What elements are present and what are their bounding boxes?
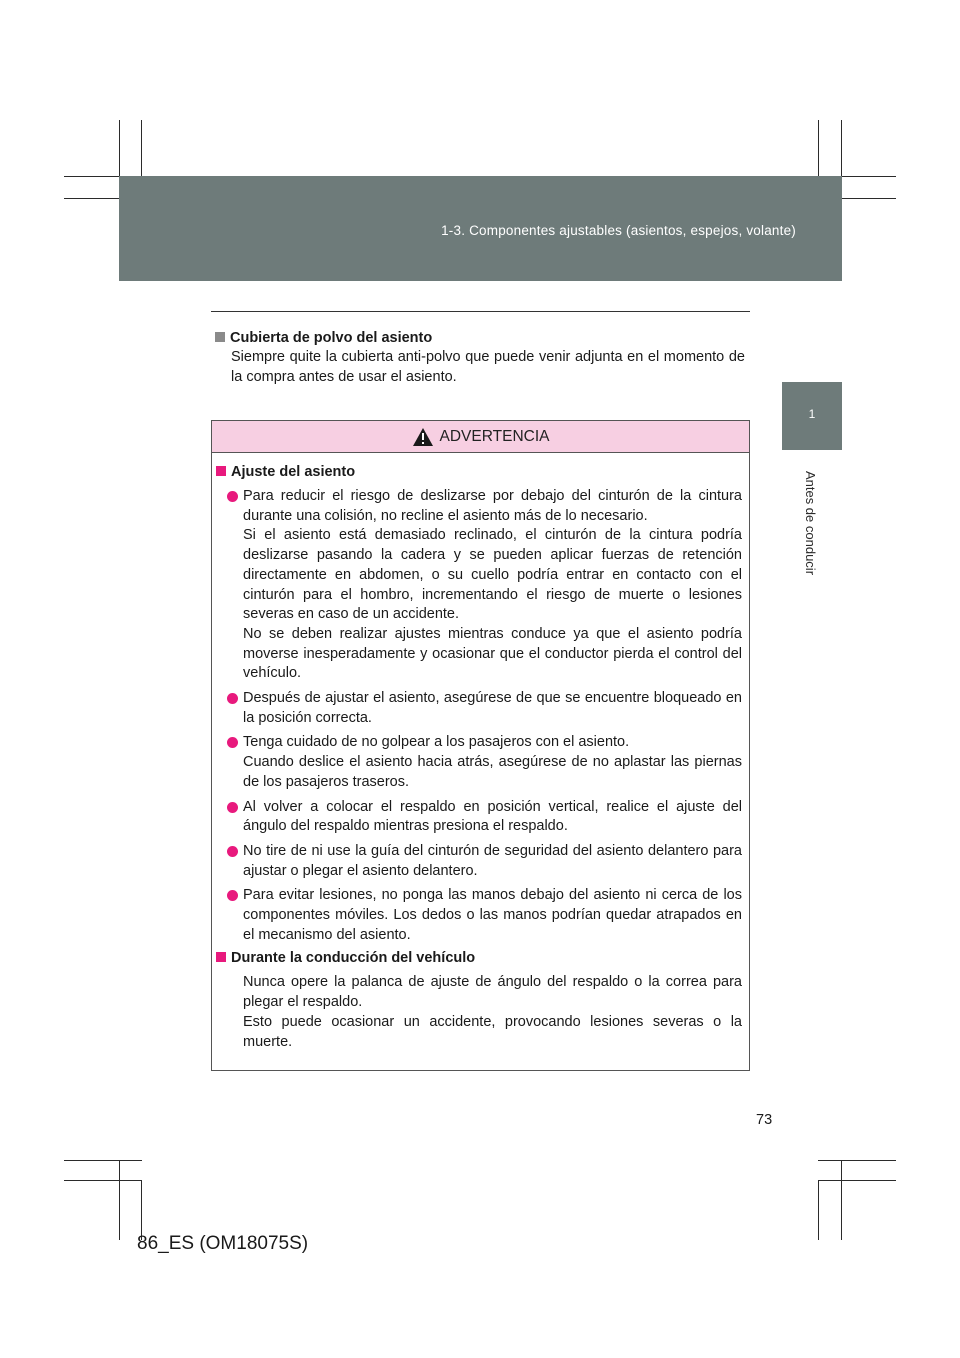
warning-section-text (216, 973, 742, 1052)
round-bullet-icon (227, 802, 238, 813)
warning-section-title: Ajuste del asiento (216, 464, 742, 480)
crop-mark (841, 1160, 842, 1240)
warning-item-text: Después de ajustar el asiento, asegúrese de que se encuentre bloqueado en la posición correcta. (243, 690, 742, 726)
warning-item-text: Cuando deslice el asiento hacia atrás, asegúrese de no aplastar las piernas de los pasajeros traseros. (243, 754, 742, 790)
round-bullet-icon (227, 693, 238, 704)
warning-item-text: No se deben realizar ajustes mientras conduce ya que el asiento podría moverse inesperadamente y ocasionar que el conductor pierda el control del vehículo. (243, 625, 742, 682)
warning-item-text: No tire de ni use la guía del cinturón de seguridad del asiento delantero para ajustar o plegar el asiento delantero. (243, 842, 742, 879)
square-bullet-icon (215, 332, 225, 342)
section-divider (211, 311, 750, 312)
warning-item-text: Si el asiento está demasiado reclinado, el cinturón de la cintura podría deslizarse pasando la cadera y se pueden aplicar fuerzas de retención directamente en abdomen, o su cuello podría entrar en contacto con el cinturón para el hombro, incrementando el riesgo de muerte o lesiones severas en caso de un accidente. (243, 527, 742, 623)
warning-item-text: Tenga cuidado de no golpear a los pasajeros con el asiento. (243, 734, 630, 751)
chapter-label: Antes de conducir (803, 470, 818, 576)
warning-text-line: Esto puede ocasionar un accidente, provocando lesiones severas o la muerte. (243, 1013, 742, 1050)
crop-mark (119, 1160, 120, 1240)
square-bullet-icon (216, 466, 226, 476)
intro-section (215, 330, 745, 387)
warning-header (212, 421, 749, 453)
crop-mark (818, 1160, 896, 1161)
warning-item (216, 842, 742, 881)
section-title: 1-3. Componentes ajustables (asientos, espejos, volante) (441, 223, 796, 238)
header-band (119, 176, 842, 281)
page-number: 73 (756, 1112, 773, 1128)
warning-section-title: Durante la conducción del vehículo (216, 950, 742, 966)
warning-item-text: Al volver a colocar el respaldo en posición vertical, realice el ajuste del ángulo del respaldo mientras presiona el respaldo. (243, 798, 742, 835)
chapter-number: 1 (808, 407, 816, 421)
warning-body (212, 453, 749, 1052)
warning-item (216, 798, 742, 837)
chapter-tab[interactable] (782, 382, 842, 450)
document-code: 86_ES (OM18075S) (137, 1233, 309, 1254)
warning-item-text: Para reducir el riesgo de deslizarse por debajo del cinturón de la cintura durante una colisión, no recline el asiento más de lo necesario. (243, 488, 742, 524)
crop-mark (64, 1160, 142, 1161)
warning-triangle-icon (412, 427, 434, 447)
square-bullet-icon (216, 952, 226, 962)
warning-item (216, 733, 742, 792)
warning-heading: ADVERTENCIA (439, 427, 550, 445)
intro-title: Cubierta de polvo del asiento (215, 330, 745, 346)
intro-text: Siempre quite la cubierta anti-polvo que puede venir adjunta en el momento de la compra antes de usar el asiento. (231, 349, 745, 385)
warning-item (216, 886, 742, 945)
crop-mark (64, 1180, 142, 1181)
crop-mark (818, 1180, 896, 1181)
warning-box (211, 420, 750, 1071)
round-bullet-icon (227, 737, 238, 748)
warning-text-line: Nunca opere la palanca de ajuste de ángulo del respaldo o la correa para plegar el respaldo. (243, 974, 742, 1011)
warning-item-text: Para evitar lesiones, no ponga las manos debajo del asiento ni cerca de los componentes móviles. Los dedos o las manos podrían quedar atrapados en el mecanismo del asiento. (243, 887, 742, 943)
round-bullet-icon (227, 890, 238, 901)
warning-item (216, 689, 742, 728)
crop-mark (141, 1180, 142, 1240)
crop-mark (818, 1180, 819, 1240)
round-bullet-icon (227, 491, 238, 502)
warning-item (216, 487, 742, 684)
round-bullet-icon (227, 846, 238, 857)
